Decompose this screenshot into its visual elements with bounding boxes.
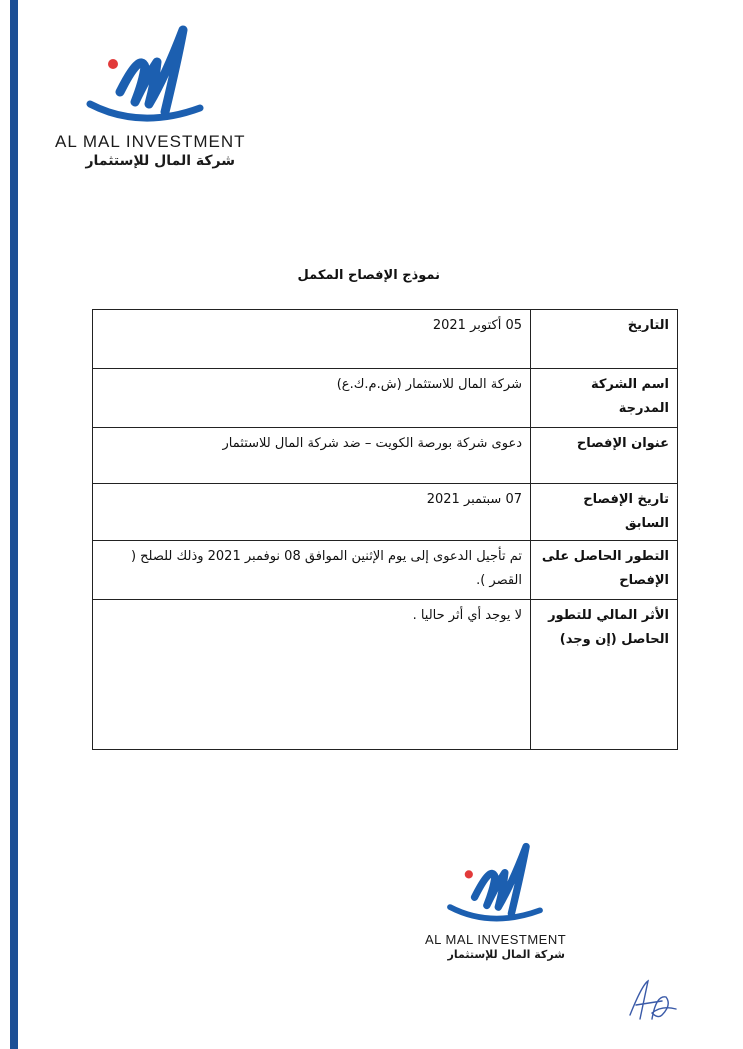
row-label-financial-impact: الأثر المالي للتطور الحاصل (إن وجد) xyxy=(531,600,678,750)
row-value-subject: دعوى شركة بورصة الكويت – ضد شركة المال للاستثمار xyxy=(93,428,531,484)
row-value-financial-impact: لا يوجد أي أثر حاليا . xyxy=(93,600,531,750)
table-row xyxy=(93,310,678,369)
row-value-development: تم تأجيل الدعوى إلى يوم الإثنين الموافق 08 نوفمبر 2021 وذلك للصلح ( القصر ). xyxy=(93,541,531,600)
table-row xyxy=(93,369,678,428)
row-label-date: التاريخ xyxy=(531,310,678,369)
left-margin-bar xyxy=(10,0,18,1049)
company-logo-header xyxy=(55,22,245,172)
signature-icon xyxy=(622,975,682,1025)
table-row xyxy=(93,428,678,484)
row-label-subject: عنوان الإفصاح xyxy=(531,428,678,484)
row-value-company: شركة المال للاستثمار (ش.م.ك.ع) xyxy=(93,369,531,428)
table-row xyxy=(93,541,678,600)
row-label-company: اسم الشركة المدرجة xyxy=(531,369,678,428)
row-value-date: 05 أكتوبر 2021 xyxy=(93,310,531,369)
brand-name-english-footer: AL MAL INVESTMENT xyxy=(425,932,567,947)
row-value-previous-date: 07 سبتمبر 2021 xyxy=(93,484,531,541)
row-label-previous-date: تاريخ الإفصاح السابق xyxy=(531,484,678,541)
row-label-development: التطور الحاصل على الإفصاح xyxy=(531,541,678,600)
al-mal-logo-icon xyxy=(85,22,205,132)
form-title: نموذج الإفصاح المكمل xyxy=(297,268,440,283)
table-row xyxy=(93,600,678,750)
table-row xyxy=(93,484,678,541)
disclosure-table xyxy=(92,309,678,750)
company-logo-footer xyxy=(425,840,575,970)
brand-name-arabic: شركة المال للإستثمار xyxy=(85,153,235,169)
brand-name-english: AL MAL INVESTMENT xyxy=(55,132,246,151)
brand-name-arabic-footer: شركة المال للإستثمار xyxy=(447,948,565,961)
al-mal-logo-icon xyxy=(445,840,545,930)
